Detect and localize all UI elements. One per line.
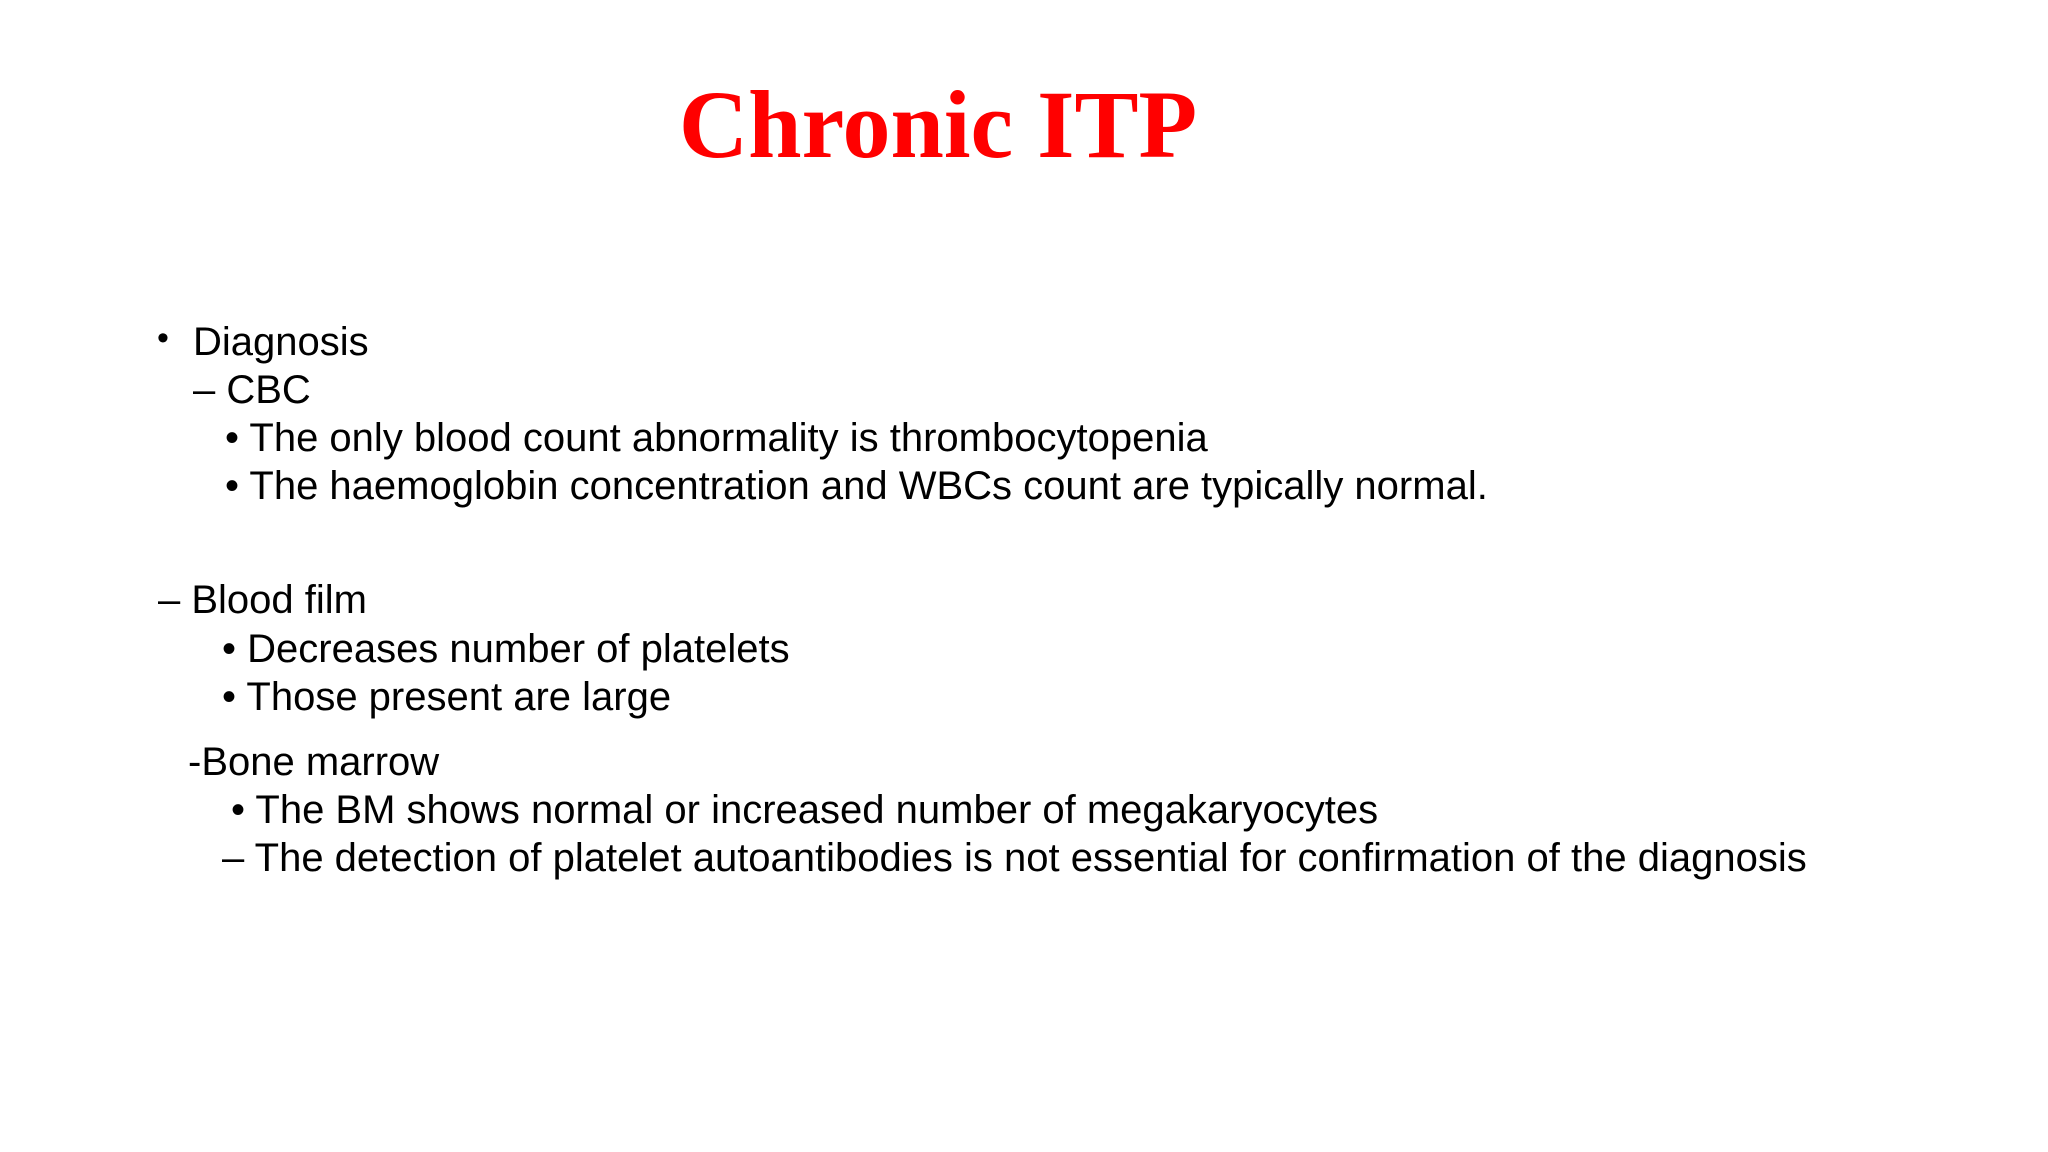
blood-film-point-2: • Those present are large bbox=[222, 675, 672, 719]
subheading-bone-marrow: -Bone marrow bbox=[188, 740, 440, 784]
cbc-point-1: • The only blood count abnormality is thrombocytopenia bbox=[225, 416, 1208, 460]
subheading-cbc: – CBC bbox=[193, 368, 311, 412]
subheading-blood-film: – Blood film bbox=[158, 578, 367, 622]
cbc-point-2: • The haemoglobin concentration and WBCs count are typically normal. bbox=[225, 464, 1488, 508]
bone-marrow-point-1: • The BM shows normal or increased number of megakaryocytes bbox=[231, 788, 1379, 832]
bullet-dot-icon: • bbox=[157, 319, 169, 357]
slide-title: Chronic ITP bbox=[678, 71, 1198, 178]
autoantibodies-note: – The detection of platelet autoantibodies is not essential for confirmation of the diagnosis bbox=[222, 836, 1807, 880]
heading-diagnosis: Diagnosis bbox=[193, 320, 369, 364]
blood-film-point-1: • Decreases number of platelets bbox=[222, 627, 790, 671]
